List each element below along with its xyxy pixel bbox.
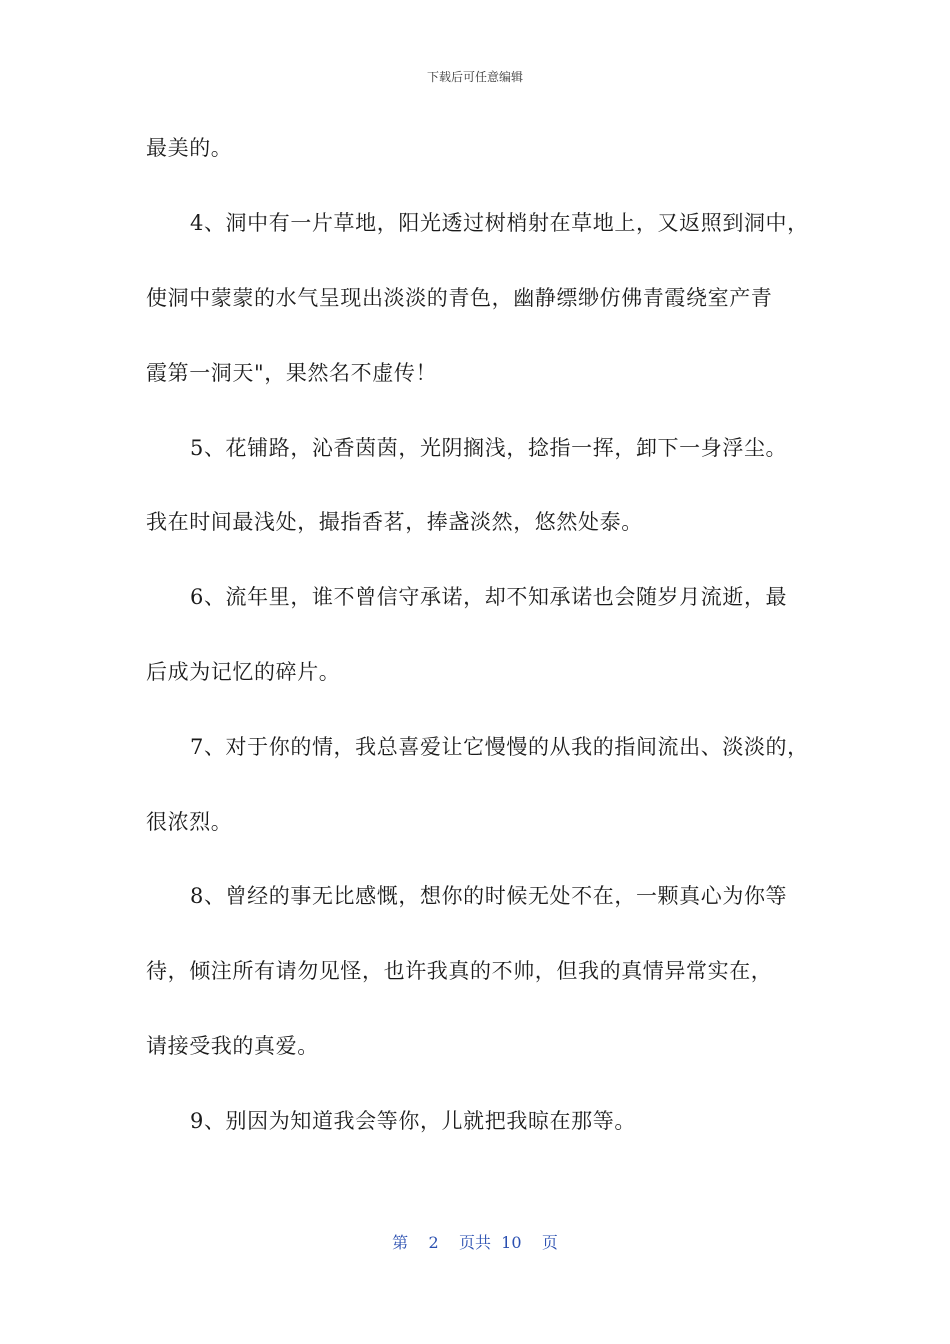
paragraph-line: 我在时间最浅处，撮指香茗，捧盏淡然，悠然处泰。 — [146, 510, 643, 534]
paragraph-line: 4、洞中有一片草地，阳光透过树梢射在草地上，又返照到洞中， — [190, 211, 809, 235]
paragraph-line: 5、花铺路，沁香茵茵，光阴搁浅，捻指一挥，卸下一身浮尘。 — [190, 436, 788, 460]
paragraph-line: 请接受我的真爱。 — [146, 1034, 319, 1058]
total-pages: 10 — [501, 1233, 522, 1252]
paragraph-line: 7、对于你的情，我总喜爱让它慢慢的从我的指间流出、淡淡的， — [190, 735, 809, 759]
paragraph-line: 6、流年里，谁不曾信守承诺，却不知承诺也会随岁月流逝，最 — [190, 585, 788, 609]
paragraph-line: 很浓烈。 — [146, 810, 233, 834]
page-number: 2 — [428, 1233, 439, 1252]
paragraph-line: 8、曾经的事无比感慨，想你的时候无处不在，一颗真心为你等 — [190, 884, 788, 908]
page-label-suffix: 页 — [541, 1233, 558, 1252]
page-footer — [0, 1230, 950, 1253]
paragraph-line: 待，倾注所有请勿见怪，也许我真的不帅，但我的真情异常实在， — [146, 959, 773, 983]
page-label-middle: 页共 — [458, 1233, 491, 1252]
paragraph-line: 后成为记忆的碎片。 — [146, 660, 341, 684]
paragraph-line: 最美的。 — [146, 136, 233, 160]
page-header: 下载后可任意编辑 — [426, 70, 523, 84]
paragraph-line: 霞第一洞天"，果然名不虚传！ — [146, 361, 438, 385]
page-label-prefix: 第 — [392, 1233, 409, 1252]
paragraph-line: 使洞中蒙蒙的水气呈现出淡淡的青色，幽静缥缈仿佛青霞绕室产青 — [146, 286, 773, 310]
paragraph-line: 9、别因为知道我会等你，儿就把我晾在那等。 — [190, 1109, 636, 1133]
